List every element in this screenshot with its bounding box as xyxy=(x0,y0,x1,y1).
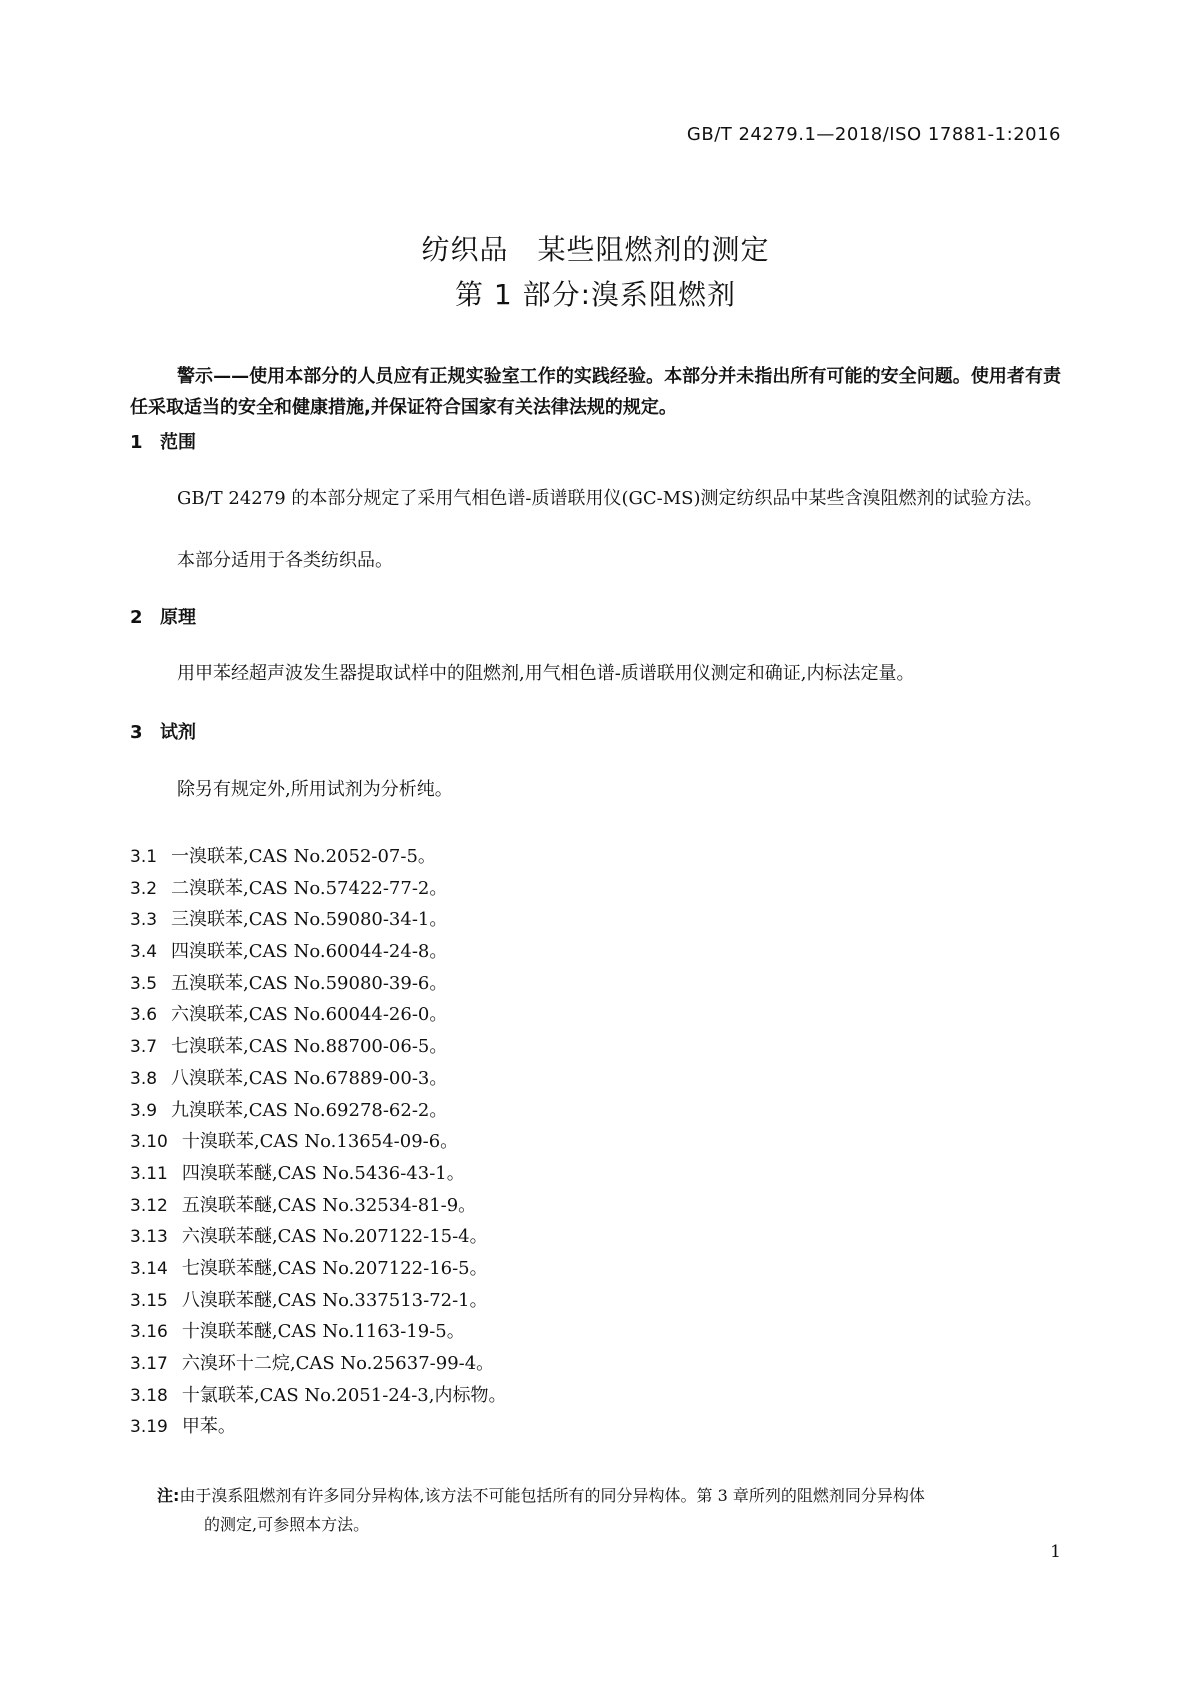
reagent-number: 3.2 xyxy=(130,878,158,899)
reagent-number: 3.11 xyxy=(130,1163,168,1184)
reagent-text: 六溴联苯,CAS No.60044-26-0。 xyxy=(171,1004,448,1026)
reagent-number: 3.5 xyxy=(130,973,158,994)
reagent-item xyxy=(130,904,1061,936)
reagent-number: 3.8 xyxy=(130,1068,158,1089)
reagent-number: 3.4 xyxy=(130,942,158,963)
reagent-number: 3.9 xyxy=(130,1100,158,1121)
reagent-text: 十氯联苯,CAS No.2051-24-3,内标物。 xyxy=(181,1384,507,1406)
section-title: 试剂 xyxy=(160,722,196,743)
reagent-item xyxy=(130,1095,1061,1127)
reagent-text: 八溴联苯醚,CAS No.337513-72-1。 xyxy=(181,1289,488,1311)
reagent-text: 四溴联苯,CAS No.60044-24-8。 xyxy=(171,941,448,963)
section-title: 原理 xyxy=(160,607,196,628)
reagent-text: 甲苯。 xyxy=(181,1416,236,1438)
reagent-text: 八溴联苯,CAS No.67889-00-3。 xyxy=(171,1067,448,1089)
reagents-note xyxy=(157,1481,1061,1539)
reagent-text: 十溴联苯醚,CAS No.1163-19-5。 xyxy=(181,1321,465,1343)
reagent-item xyxy=(130,1221,1061,1253)
document-title-line2: 第 1 部分:溴系阻燃剂 xyxy=(454,278,737,311)
section-heading-scope xyxy=(130,428,196,454)
reagent-text: 三溴联苯,CAS No.59080-34-1。 xyxy=(171,909,448,931)
reagent-item xyxy=(130,1158,1061,1190)
reagent-item xyxy=(130,1126,1061,1158)
section-heading-reagents xyxy=(130,718,196,744)
section-number: 1 xyxy=(130,432,143,453)
reagent-number: 3.19 xyxy=(130,1417,168,1438)
reagent-item xyxy=(130,999,1061,1031)
section-number: 3 xyxy=(130,722,143,743)
reagent-number: 3.16 xyxy=(130,1322,168,1343)
reagent-item xyxy=(130,841,1061,873)
reagent-item xyxy=(130,1316,1061,1348)
note-line-2: 的测定,可参照本方法。 xyxy=(204,1515,370,1534)
scope-paragraph-2: 本部分适用于各类纺织品。 xyxy=(177,550,393,571)
page-number: 1 xyxy=(1050,1542,1061,1562)
reagent-item xyxy=(130,1253,1061,1285)
reagent-text: 九溴联苯,CAS No.69278-62-2。 xyxy=(171,1099,448,1121)
reagent-item xyxy=(130,1285,1061,1317)
reagent-number: 3.1 xyxy=(130,847,158,867)
reagent-number: 3.13 xyxy=(130,1227,168,1248)
reagent-item xyxy=(130,968,1061,1000)
standard-number: GB/T 24279.1—2018/ISO 17881-1:2016 xyxy=(686,124,1061,145)
reagent-item xyxy=(130,1380,1061,1412)
reagent-item xyxy=(130,1411,1061,1443)
reagents-intro: 除另有规定外,所用试剂为分析纯。 xyxy=(177,779,453,800)
reagent-item xyxy=(130,1031,1061,1063)
reagent-text: 十溴联苯,CAS No.13654-09-6。 xyxy=(181,1131,459,1153)
reagent-text: 七溴联苯,CAS No.88700-06-5。 xyxy=(171,1036,448,1058)
reagent-number: 3.6 xyxy=(130,1005,158,1026)
reagent-text: 六溴环十二烷,CAS No.25637-99-4。 xyxy=(181,1353,495,1374)
note-line-1: 由于溴系阻燃剂有许多同分异构体,该方法不可能包括所有的同分异构体。第 3 章所列的阻燃剂同分异构体 xyxy=(179,1486,925,1505)
section-heading-principle xyxy=(130,603,196,629)
reagent-item xyxy=(130,936,1061,968)
reagent-number: 3.15 xyxy=(130,1290,168,1311)
reagent-number: 3.17 xyxy=(130,1354,168,1374)
section-number: 2 xyxy=(130,607,143,628)
reagent-number: 3.14 xyxy=(130,1258,168,1279)
reagent-item xyxy=(130,1063,1061,1095)
note-label: 注: xyxy=(157,1486,180,1505)
scope-paragraph-1: GB/T 24279 的本部分规定了采用气相色谱-质谱联用仪(GC-MS)测定纺织品中某些含溴阻燃剂的试验方法。 xyxy=(177,488,1043,509)
document-title-line1: 纺织品 某些阻燃剂的测定 xyxy=(421,233,770,266)
reagent-list xyxy=(130,841,1061,1443)
reagent-item xyxy=(130,1348,1061,1380)
reagent-text: 一溴联苯,CAS No.2052-07-5。 xyxy=(171,846,436,867)
principle-paragraph: 用甲苯经超声波发生器提取试样中的阻燃剂,用气相色谱-质谱联用仪测定和确证,内标法定量。 xyxy=(177,663,915,684)
reagent-number: 3.3 xyxy=(130,910,158,931)
reagent-number: 3.18 xyxy=(130,1385,168,1406)
reagent-number: 3.12 xyxy=(130,1195,168,1216)
reagent-text: 四溴联苯醚,CAS No.5436-43-1。 xyxy=(181,1162,465,1184)
reagent-number: 3.7 xyxy=(130,1037,158,1058)
reagent-number: 3.10 xyxy=(130,1132,168,1153)
reagent-text: 五溴联苯,CAS No.59080-39-6。 xyxy=(171,972,448,994)
reagent-item xyxy=(130,873,1061,905)
reagent-text: 六溴联苯醚,CAS No.207122-15-4。 xyxy=(181,1226,488,1248)
reagent-text: 七溴联苯醚,CAS No.207122-16-5。 xyxy=(181,1257,488,1279)
reagent-text: 二溴联苯,CAS No.57422-77-2。 xyxy=(171,877,448,899)
reagent-text: 五溴联苯醚,CAS No.32534-81-9。 xyxy=(181,1194,477,1216)
reagent-item xyxy=(130,1190,1061,1222)
section-title: 范围 xyxy=(160,432,196,453)
warning-paragraph: 警示——使用本部分的人员应有正规实验室工作的实践经验。本部分并未指出所有可能的安全问题。使用者有责任采取适当的安全和健康措施,并保证符合国家有关法律法规的规定。 xyxy=(130,366,1061,418)
